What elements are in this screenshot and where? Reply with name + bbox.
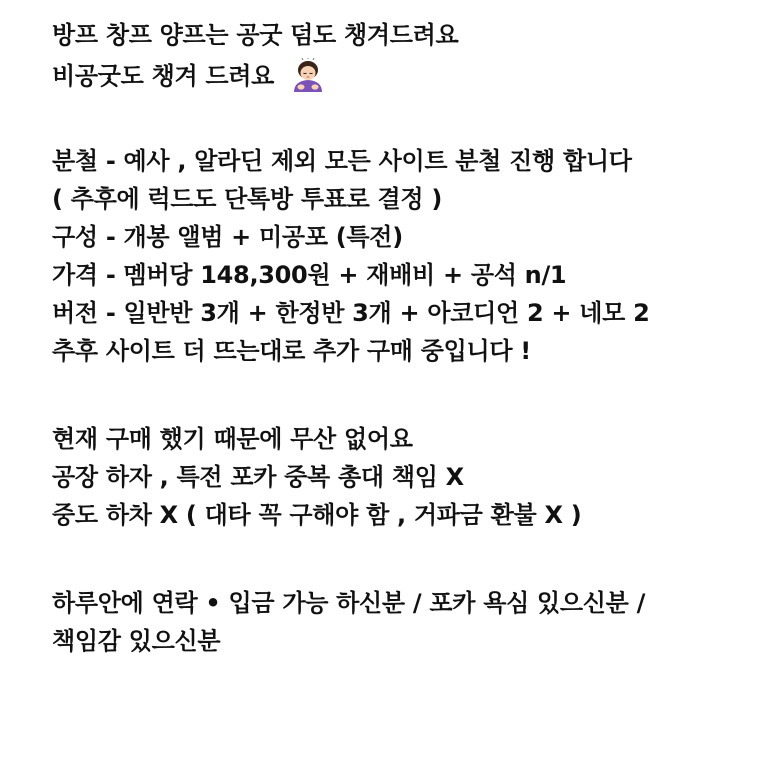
text-line: 구성 - 개봉 앨범 + 미공포 (특전) — [52, 223, 403, 251]
text-line: ( 추후에 럭드도 단톡방 투표로 결정 ) — [52, 185, 443, 213]
text-line-content: 비공굿도 챙겨 드려요 — [52, 62, 275, 90]
paragraph-gap — [52, 538, 751, 588]
text-line: 가격 - 멤버당 148,300원 + 재배비 + 공석 n/1 — [52, 261, 567, 289]
paragraph-gap — [52, 96, 751, 146]
text-line: 중도 하차 X ( 대타 꼭 구해야 함 , 거파금 환불 X ) — [52, 501, 582, 529]
text-line: 분철 - 예사 , 알라딘 제외 모든 사이트 분철 진행 합니다 — [52, 147, 632, 175]
text-line — [52, 58, 751, 96]
text-line: 책임감 있으신분 — [52, 627, 221, 655]
text-line: 하루안에 연락 • 입금 가능 하신분 / 포카 욕심 있으신분 / — [52, 589, 646, 617]
post-body — [52, 20, 751, 664]
text-line: 버전 - 일반반 3개 + 한정반 3개 + 아코디언 2 + 네모 2 — [52, 299, 650, 327]
text-line: 공장 하자 , 특전 포카 중복 총대 책임 X — [52, 463, 464, 491]
paragraph-gap — [52, 374, 751, 424]
text-line: 현재 구매 했기 때문에 무산 없어요 — [52, 425, 413, 453]
text-line: 추후 사이트 더 뜨는대로 추가 구매 중입니다 ! — [52, 337, 531, 365]
text-line: 방프 창프 양프는 공굿 덤도 챙겨드려요 — [52, 21, 459, 49]
person-bowing-icon — [288, 58, 328, 92]
